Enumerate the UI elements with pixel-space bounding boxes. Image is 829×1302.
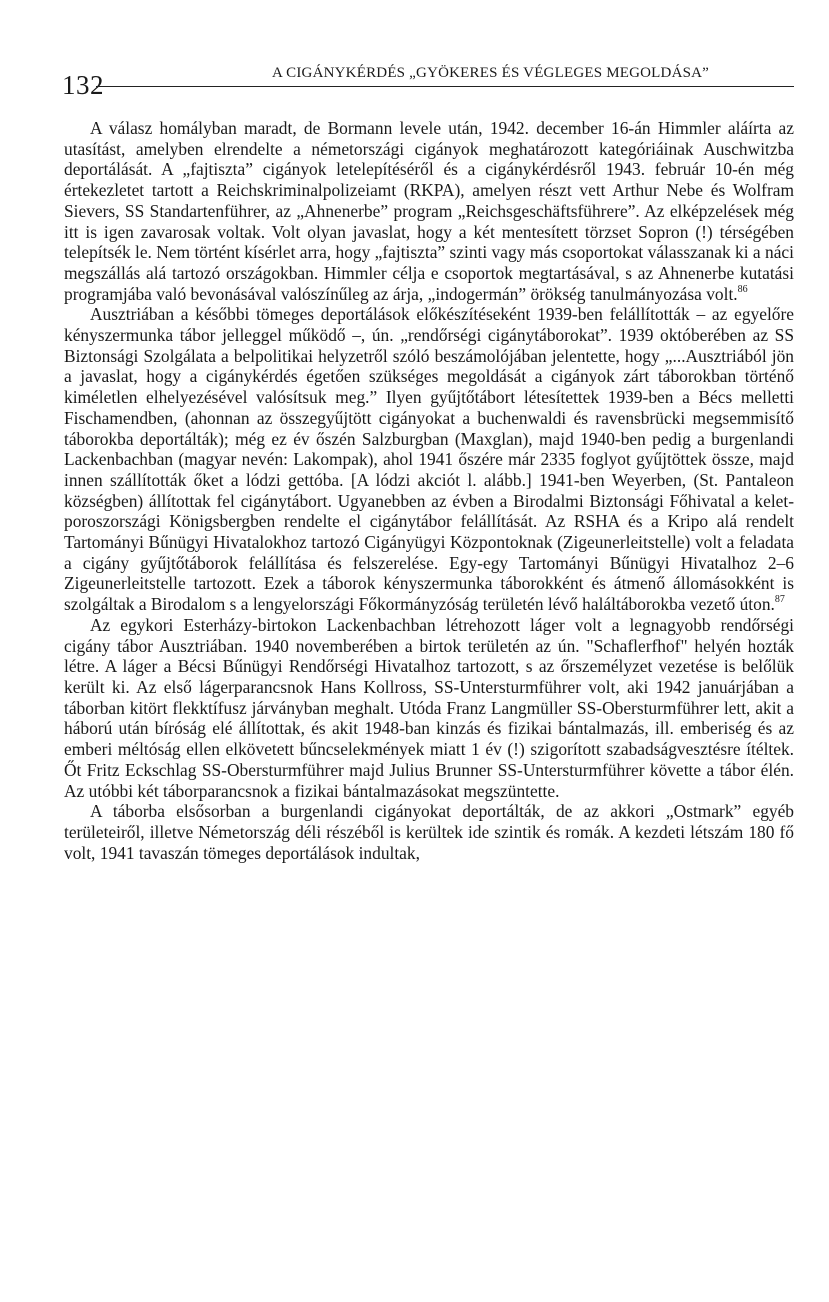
body-text: [64, 118, 794, 863]
paragraph-4-text: A táborba elsősorban a burgenlandi cigányokat deportálták, de az akkori „Ostmark” egyéb területeiről, illetve Németország déli részéből is kerültek ide szintik és romák. A kezdeti létszám 180 fő volt, 1941 tavaszán tömeges deportálások indultak,: [64, 801, 794, 863]
paragraph-4: [64, 801, 794, 863]
footnote-ref-86: 86: [737, 283, 748, 295]
paragraph-2-text: Ausztriában a későbbi tömeges deportálások előkészítéseként 1939-ben felállították – az egyelőre kényszermunka tábor jelleggel működő –, ún. „rendőrségi cigánytáborokat”. 1939 októberében az SS Biztonsági Szolgálata a belpolitikai helyzetről szóló beszámolójában jelentette, hogy „...Ausztriából jön a javaslat, hogy a cigánykérdés égetően szükséges megoldását a cigányok zárt táborokban történő kiméletlen elhelyezésével valósítsuk meg.” Ilyen gyűjtőtábort létesítettek 1939-ben a Bécs melletti Fischamendben, (ahonnan az összegyűjtött cigányokat a buchenwaldi és ravensbrücki megsemmisítő táborokba deportálták); még ez év őszén Salzburgban (Maxglan), majd 1940-ben pedig a burgenlandi Lackenbachban (magyar nevén: Lakompak), ahol 1941 őszére már 2335 foglyot gyűjtöttek össze, majd innen szállították őket a lódzi gettóba. [A lódzi akciót l. alább.] 1941-ben Weyerben, (St. Pantaleon községben) állítottak fel cigánytábort. Ugyanebben az évben a Birodalmi Biztonsági Főhivatal a kelet-poroszországi Königsbergben rendelte el cigánytábor felállítását. Az RSHA és a Kripo alá rendelt Tartományi Bűnügyi Hivatalokhoz tartozó Cigányügyi Központoknak (Zigeunerleitstelle) volt a feladata a cigány gyűjtőtáborok felállítása és felszerelése. Egy-egy Tartományi Bűnügyi Hivatalhoz 2–6 Zigeunerleitstelle tartozott. Ezek a táborok kényszermunka táborokként és átmenő állomásokként is szolgáltak a Birodalom s a lengyelországi Főkormányzóság területén lévő haláltáborokba vezető úton.: [64, 304, 794, 615]
paragraph-3-text: Az egykori Esterházy-birtokon Lackenbachban létrehozott láger volt a legnagyobb rendőrségi cigány tábor Ausztriában. 1940 novemberében a birtok területén az ún. "Schaflerfhof" helyén hozták létre. A láger a Bécsi Bűnügyi Rendőrségi Hivatalhoz tartozott, s az őrszemélyzet vezetése is belőlük került ki. Az első lágerparancsnok Hans Kollross, SS-Untersturmführer volt, aki 1942 januárjában a táborban kitört flekktífusz járványban meghalt. Utóda Franz Langmüller SS-Obersturmführer lett, akit a háború után bíróság elé állítottak, és akit 1948-ban kinzás és fizikai bántalmazás, ill. emberiség és az emberi méltóság ellen elkövetett bűncselekmények miatt 1 év (!) szigorított szabadságvesztésre ítéltek. Őt Fritz Eckschlag SS-Obersturmführer majd Julius Brunner SS-Untersturmführer követte a tábor élén. Az utóbbi két táborparancsnok a fizikai bántalmazásokat megszüntette.: [64, 614, 794, 801]
running-head-title: A CIGÁNYKÉRDÉS „GYÖKERES ÉS VÉGLEGES MEGOLDÁSA”: [272, 65, 710, 81]
paragraph-1-text: A válasz homályban maradt, de Bormann levele után, 1942. december 16-án Himmler aláírta az utasítást, amelyben elrendelte a németországi cigányok meghatározott kategóriáinak Auschwitzba deportálását. A „fajtiszta” cigányok letelepítéséről és a cigánykérdésről 1943. február 10-én még értekezletet tartott a Reichskriminalpolizeiamt (RKPA), amelyen részt vett Arthur Nebe és Wolfram Sievers, SS Standartenführer, az „Ahnenerbe” program „Reichsgeschäftsführere”. Az elképzelések még itt is igen zavarosak voltak. Volt olyan javaslat, hogy a két mentesített törzset Sopron (!) térségében telepítsék le. Nem történt kísérlet arra, hogy „fajtiszta” szinti vagy más csoportokat válasszanak ki a náci megszállás alá tartozó országokban. Himmler célja e csoportok megtartásával, s az Ahnenerbe kutatási programjába való bevonásával valószínűleg az árja, „indogermán” örökség tanulmányozása volt.: [64, 118, 794, 304]
header-rule: [96, 86, 794, 87]
paragraph-1: [64, 118, 794, 304]
paragraph-3: [64, 615, 794, 801]
page-number: 132: [62, 70, 104, 100]
paragraph-2: [64, 304, 794, 615]
footnote-ref-87: 87: [774, 594, 785, 606]
